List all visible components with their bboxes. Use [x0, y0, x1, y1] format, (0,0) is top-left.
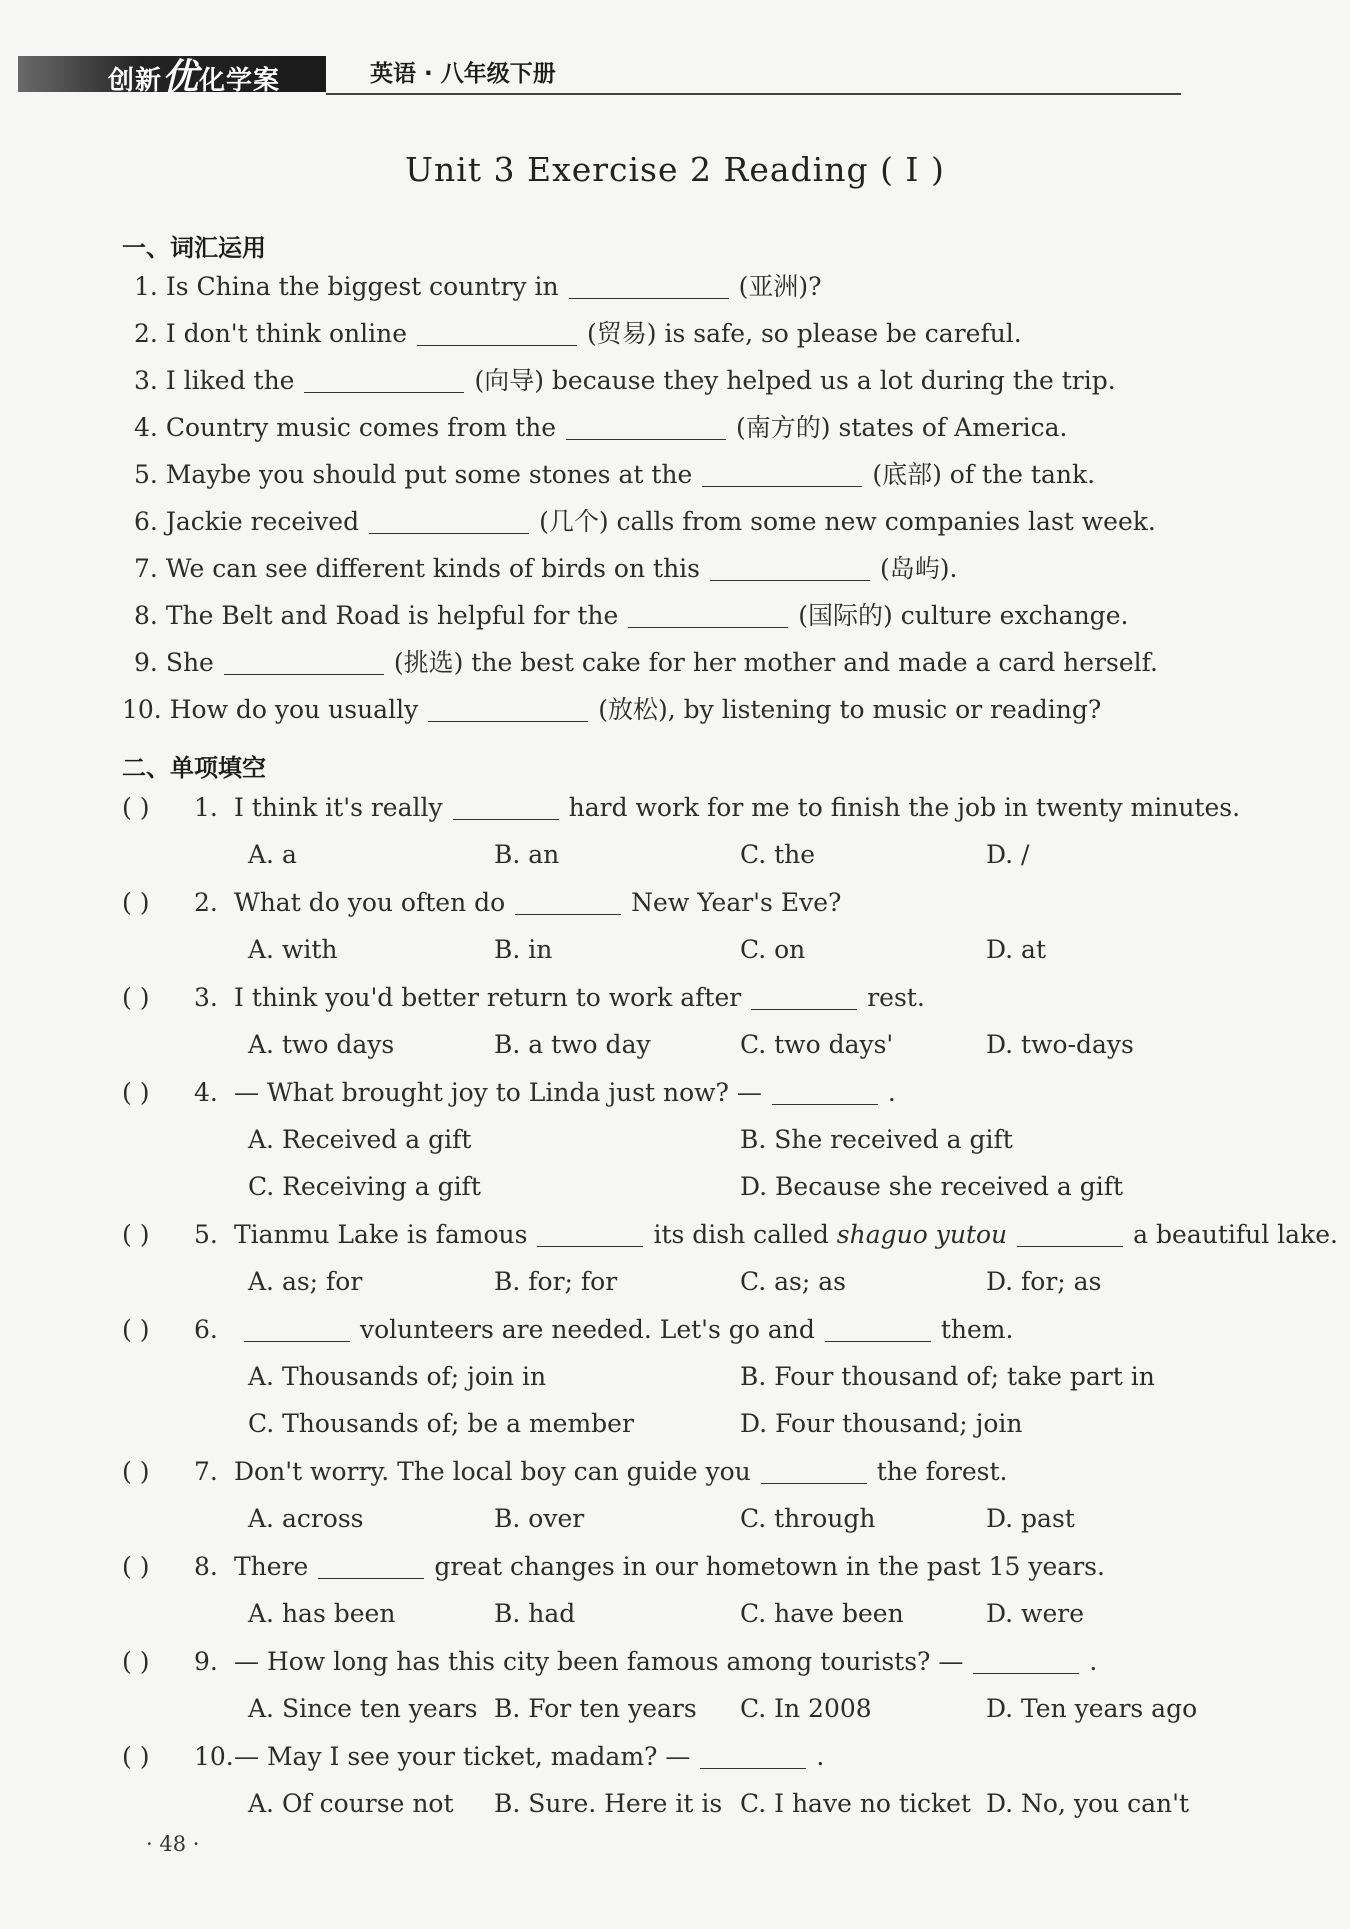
- question-number: 10.: [194, 1742, 234, 1771]
- vocab-item: [134, 272, 822, 302]
- question-text: New Year's Eve?: [631, 888, 842, 917]
- brand-text-a: 创新: [108, 65, 163, 96]
- answer-blank[interactable]: [417, 321, 577, 346]
- item-number: 4.: [134, 413, 158, 442]
- question-number: 2.: [194, 888, 218, 917]
- question-text: I think it's really: [234, 793, 443, 822]
- option-d[interactable]: D. Ten years ago: [986, 1694, 1198, 1723]
- option-b[interactable]: B. in: [494, 935, 553, 964]
- item-text: because they helped us a lot during the trip.: [543, 366, 1116, 395]
- answer-blank[interactable]: [304, 368, 464, 393]
- section-heading-vocabulary: 一、词汇运用: [122, 234, 266, 262]
- option-c[interactable]: C. In 2008: [740, 1694, 872, 1723]
- mc-question: [122, 888, 841, 918]
- item-text: Maybe you should put some stones at the: [165, 460, 693, 489]
- answer-blank: [453, 795, 559, 820]
- option-c[interactable]: C. through: [740, 1504, 876, 1533]
- option-c[interactable]: C. have been: [740, 1599, 904, 1628]
- item-text: How do you usually: [169, 695, 419, 724]
- question-text: hard work for me to finish the job in twenty minutes.: [568, 793, 1241, 822]
- brand-text-big: 优: [162, 56, 200, 98]
- answer-blank[interactable]: [628, 603, 788, 628]
- item-number: 10.: [122, 695, 162, 724]
- question-text: .: [816, 1742, 825, 1771]
- option-d[interactable]: D. Because she received a gift: [740, 1172, 1124, 1201]
- item-number: 1.: [134, 272, 158, 301]
- item-text: culture exchange.: [892, 601, 1129, 630]
- option-d[interactable]: D. No, you can't: [986, 1789, 1190, 1818]
- answer-blank: [244, 1317, 350, 1342]
- answer-blank: [751, 985, 857, 1010]
- mc-question: [122, 1220, 1338, 1250]
- question-text: them.: [940, 1315, 1014, 1344]
- option-a[interactable]: A. Since ten years: [248, 1694, 478, 1723]
- question-text: — How long has this city been famous among tourists? —: [234, 1647, 964, 1676]
- answer-blank[interactable]: [702, 462, 862, 487]
- item-hint: (底部): [872, 460, 942, 489]
- question-text: its dish called: [653, 1220, 829, 1249]
- option-c[interactable]: C. Receiving a gift: [248, 1172, 481, 1201]
- mc-question: [122, 793, 1240, 823]
- answer-paren[interactable]: ( ): [122, 1647, 150, 1676]
- vocab-item: [134, 554, 957, 584]
- question-number: 4.: [194, 1078, 218, 1107]
- item-text: Jackie received: [165, 507, 360, 536]
- option-b[interactable]: B. a two day: [494, 1030, 651, 1059]
- option-a[interactable]: A. Received a gift: [248, 1125, 472, 1154]
- item-text: is safe, so please be careful.: [656, 319, 1022, 348]
- option-c[interactable]: C. as; as: [740, 1267, 846, 1296]
- question-text: There: [234, 1552, 309, 1581]
- answer-paren[interactable]: ( ): [122, 983, 150, 1012]
- question-text: the forest.: [876, 1457, 1008, 1486]
- option-a[interactable]: A. across: [248, 1504, 364, 1533]
- option-d[interactable]: D. were: [986, 1599, 1084, 1628]
- answer-paren[interactable]: ( ): [122, 1457, 150, 1486]
- option-a[interactable]: A. has been: [248, 1599, 396, 1628]
- item-number: 5.: [134, 460, 158, 489]
- option-d[interactable]: D. /: [986, 840, 1030, 869]
- item-number: 7.: [134, 554, 158, 583]
- option-c[interactable]: C. the: [740, 840, 816, 869]
- mc-question: [122, 1315, 1013, 1345]
- vocab-item: [134, 413, 1068, 443]
- answer-paren[interactable]: ( ): [122, 1078, 150, 1107]
- option-a[interactable]: A. Of course not: [248, 1789, 454, 1818]
- question-text: a beautiful lake.: [1133, 1220, 1338, 1249]
- item-text: by listening to music or reading?: [675, 695, 1102, 724]
- answer-paren[interactable]: ( ): [122, 1552, 150, 1581]
- answer-blank[interactable]: [224, 650, 384, 675]
- header-band: [18, 56, 326, 98]
- mc-question: [122, 1647, 1097, 1677]
- vocab-item: [134, 507, 1156, 537]
- question-text: .: [1089, 1647, 1098, 1676]
- item-text: of the tank.: [941, 460, 1096, 489]
- option-a[interactable]: A. with: [248, 935, 338, 964]
- answer-blank[interactable]: [566, 415, 726, 440]
- book-title: 英语 · 八年级下册: [370, 61, 556, 87]
- question-number: 6.: [194, 1315, 218, 1344]
- section-heading-multiple-choice: 二、单项填空: [122, 754, 266, 782]
- question-text: Don't worry. The local boy can guide you: [234, 1457, 751, 1486]
- answer-paren[interactable]: ( ): [122, 1220, 150, 1249]
- option-b[interactable]: B. Sure. Here it is: [494, 1789, 723, 1818]
- answer-blank: [825, 1317, 931, 1342]
- item-number: 3.: [134, 366, 158, 395]
- question-text: volunteers are needed. Let's go and: [360, 1315, 815, 1344]
- question-text: rest.: [867, 983, 925, 1012]
- brand-logo: [108, 49, 280, 100]
- item-number: 8.: [134, 601, 158, 630]
- vocab-item: [134, 460, 1095, 490]
- option-b[interactable]: B. Four thousand of; take part in: [740, 1362, 1155, 1391]
- item-text: the best cake for her mother and made a card herself.: [463, 648, 1158, 677]
- vocab-item: [122, 695, 1101, 725]
- answer-blank: [515, 890, 621, 915]
- brand-text-b: 化学案: [199, 65, 281, 96]
- item-hint: (岛屿).: [880, 554, 958, 583]
- item-text: I liked the: [165, 366, 295, 395]
- dish-name: shaguo yutou: [836, 1220, 1008, 1249]
- item-hint: (向导): [474, 366, 544, 395]
- item-number: 2.: [134, 319, 158, 348]
- mc-question: [122, 1457, 1008, 1487]
- answer-paren[interactable]: ( ): [122, 888, 150, 917]
- item-text: The Belt and Road is helpful for the: [165, 601, 619, 630]
- item-number: 9.: [134, 648, 158, 677]
- option-d[interactable]: D. past: [986, 1504, 1075, 1533]
- item-text: We can see different kinds of birds on this: [165, 554, 701, 583]
- option-d[interactable]: D. Four thousand; join: [740, 1409, 1023, 1438]
- answer-blank: [700, 1744, 806, 1769]
- answer-blank: [537, 1222, 643, 1247]
- header-divider: [326, 93, 1181, 95]
- mc-question: [122, 1552, 1105, 1582]
- answer-paren[interactable]: ( ): [122, 1742, 150, 1771]
- option-a[interactable]: A. two days: [248, 1030, 395, 1059]
- option-d[interactable]: D. two-days: [986, 1030, 1134, 1059]
- option-b[interactable]: B. for; for: [494, 1267, 618, 1296]
- question-number: 9.: [194, 1647, 218, 1676]
- option-c[interactable]: C. two days': [740, 1030, 894, 1059]
- item-text: She: [165, 648, 214, 677]
- question-text: great changes in our hometown in the past 15 years.: [434, 1552, 1105, 1581]
- question-number: 3.: [194, 983, 218, 1012]
- option-c[interactable]: C. Thousands of; be a member: [248, 1409, 634, 1438]
- option-b[interactable]: B. over: [494, 1504, 585, 1533]
- answer-blank[interactable]: [428, 697, 588, 722]
- option-a[interactable]: A. as; for: [248, 1267, 363, 1296]
- mc-question: [122, 1078, 896, 1108]
- question-number: 1.: [194, 793, 218, 822]
- vocab-item: [134, 366, 1116, 396]
- answer-blank: [1017, 1222, 1123, 1247]
- question-text: I think you'd better return to work after: [234, 983, 742, 1012]
- page-number: · 48 ·: [146, 1832, 200, 1856]
- option-d[interactable]: D. at: [986, 935, 1046, 964]
- option-d[interactable]: D. for; as: [986, 1267, 1102, 1296]
- option-c[interactable]: C. on: [740, 935, 806, 964]
- item-text: states of America.: [830, 413, 1068, 442]
- question-number: 5.: [194, 1220, 218, 1249]
- answer-blank[interactable]: [569, 274, 729, 299]
- item-text: calls from some new companies last week.: [608, 507, 1156, 536]
- item-hint: (挑选): [393, 648, 464, 677]
- question-text: — What brought joy to Linda just now? —: [234, 1078, 762, 1107]
- question-text: .: [887, 1078, 896, 1107]
- answer-blank: [772, 1080, 878, 1105]
- question-number: 8.: [194, 1552, 218, 1581]
- item-text: Country music comes from the: [165, 413, 557, 442]
- question-text: What do you often do: [234, 888, 506, 917]
- item-hint: (几个): [539, 507, 609, 536]
- item-hint: (国际的): [798, 601, 893, 630]
- item-hint: (南方的): [736, 413, 831, 442]
- item-text: I don't think online: [165, 319, 408, 348]
- answer-paren[interactable]: ( ): [122, 1315, 150, 1344]
- question-text: — May I see your ticket, madam? —: [234, 1742, 691, 1771]
- answer-blank[interactable]: [369, 509, 529, 534]
- item-text: Is China the biggest country in: [165, 272, 559, 301]
- mc-question: [122, 983, 925, 1013]
- answer-blank[interactable]: [710, 556, 870, 581]
- item-hint: (贸易): [587, 319, 657, 348]
- option-b[interactable]: B. For ten years: [494, 1694, 697, 1723]
- page-title: Unit 3 Exercise 2 Reading ( Ⅰ ): [405, 150, 945, 189]
- vocab-item: [134, 648, 1158, 678]
- answer-blank: [973, 1649, 1079, 1674]
- option-b[interactable]: B. had: [494, 1599, 576, 1628]
- answer-blank: [761, 1459, 867, 1484]
- question-number: 7.: [194, 1457, 218, 1486]
- answer-paren[interactable]: ( ): [122, 793, 150, 822]
- item-hint: (亚洲)?: [738, 272, 822, 301]
- item-number: 6.: [134, 507, 158, 536]
- option-a[interactable]: A. a: [248, 840, 297, 869]
- mc-question: [122, 1742, 824, 1772]
- option-b[interactable]: B. She received a gift: [740, 1125, 1013, 1154]
- option-c[interactable]: C. I have no ticket: [740, 1789, 971, 1818]
- vocab-item: [134, 319, 1022, 349]
- option-b[interactable]: B. an: [494, 840, 560, 869]
- question-text: Tianmu Lake is famous: [234, 1220, 528, 1249]
- vocab-item: [134, 601, 1128, 631]
- answer-blank: [318, 1554, 424, 1579]
- item-hint: (放松),: [598, 695, 676, 724]
- option-a[interactable]: A. Thousands of; join in: [248, 1362, 547, 1391]
